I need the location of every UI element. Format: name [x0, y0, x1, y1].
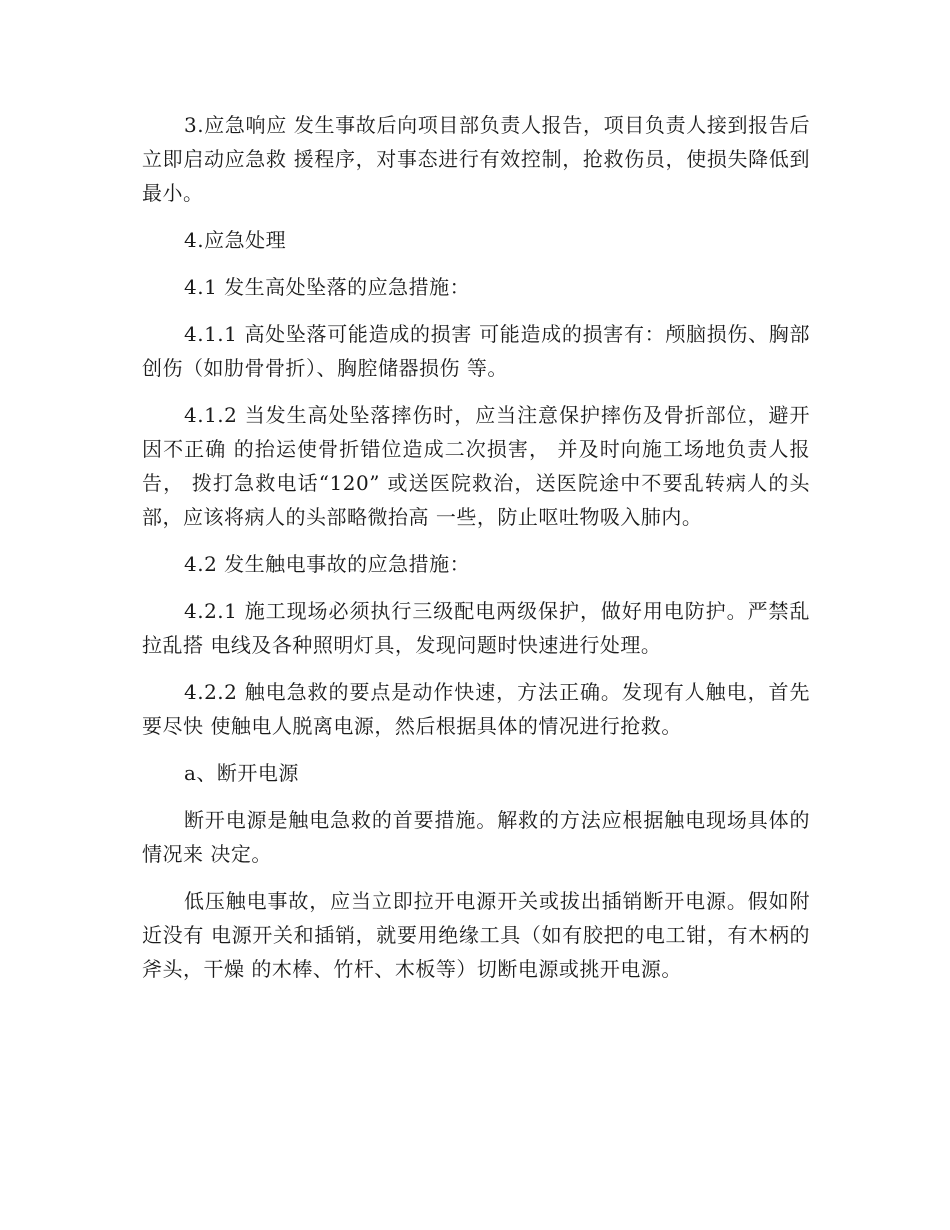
heading-electric-shock-measures: 4.2 发生触电事故的应急措施：	[184, 552, 471, 576]
paragraph-low-voltage: 低压触电事故，应当立即拉开电源开关或拔出插销断开电源。假如附近没有 电源开关和插销，就要用绝缘工具（如有胶把的电工钳，有木柄的斧头，干燥 的木棒、竹杆、木板等）切断电源或挑开电源。	[142, 889, 810, 981]
document-body	[142, 108, 810, 999]
paragraph-shock-first-aid: 4.2.2 触电急救的要点是动作快速，方法正确。发现有人触电，首先要尽快 使触电人脱离电源，然后根据具体的情况进行抢救。	[142, 680, 810, 738]
heading-cut-power: a、断开电源	[184, 761, 299, 785]
heading-fall-measures: 4.1 发生高处坠落的应急措施：	[184, 275, 471, 299]
paragraph-cut-power-primary: 断开电源是触电急救的首要措施。解救的方法应根据触电现场具体的情况来 决定。	[142, 808, 810, 866]
paragraph-emergency-response: 3.应急响应 发生事故后向项目部负责人报告，项目负责人接到报告后立即启动应急救 援程序，对事态进行有效控制，抢救伤员，使损失降低到最小。	[142, 113, 810, 205]
paragraph-fall-handling: 4.1.2 当发生高处坠落摔伤时，应当注意保护摔伤及骨折部位，避开因不正确 的抬运使骨折错位造成二次损害， 并及时向施工场地负责人报告， 拨打急救电话“120” 或送医院救治，送医院途中不要乱转病人的头部，应该将病人的头部略微抬高 一些，防止呕吐物吸入肺内。	[142, 403, 810, 529]
heading-emergency-handling: 4.应急处理	[184, 228, 287, 252]
paragraph-power-protection: 4.2.1 施工现场必须执行三级配电两级保护，做好用电防护。严禁乱拉乱搭 电线及各种照明灯具，发现问题时快速进行处理。	[142, 599, 810, 657]
paragraph-fall-injuries: 4.1.1 高处坠落可能造成的损害 可能造成的损害有：颅脑损伤、胸部创伤（如肋骨骨折）、胸腔储器损伤 等。	[142, 322, 810, 380]
